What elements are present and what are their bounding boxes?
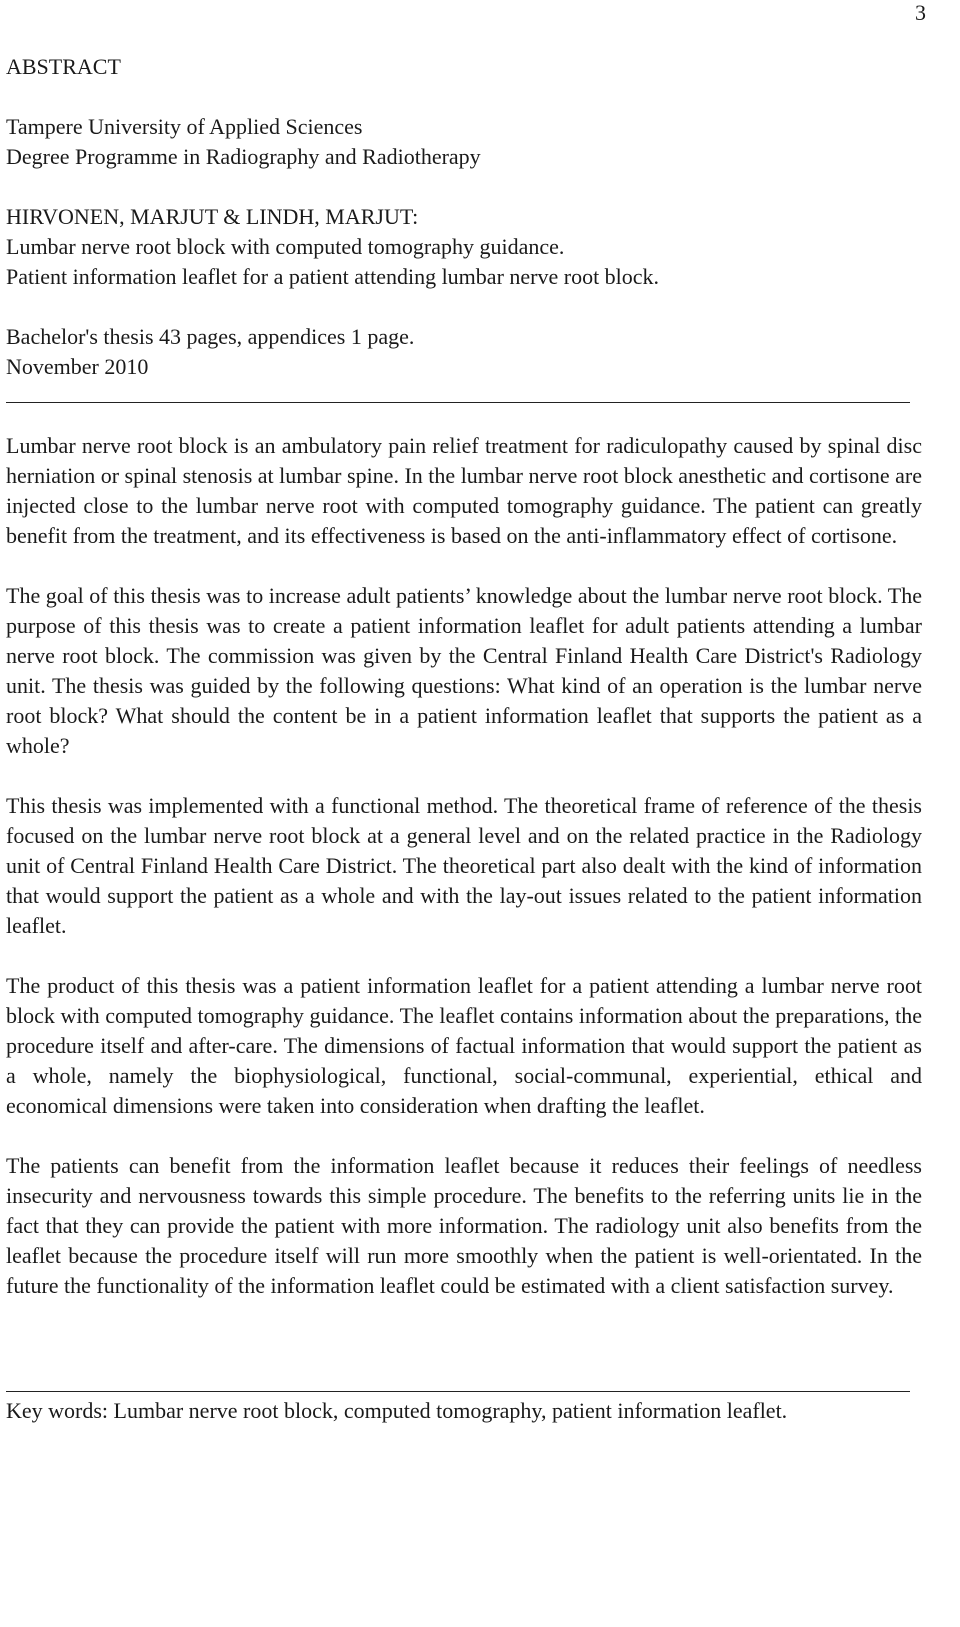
spacer (6, 82, 922, 112)
divider-line (6, 1391, 910, 1392)
thesis-title-line-1: Lumbar nerve root block with computed tomography guidance. (6, 234, 565, 259)
spacer (6, 292, 922, 322)
divider-line (6, 402, 910, 403)
spacer (6, 551, 922, 581)
institution-name: Tampere University of Applied Sciences (6, 114, 363, 139)
abstract-paragraph: The goal of this thesis was to increase adult patients’ knowledge about the lumbar nerve root block. The purpose of this thesis was to create a patient information leaflet for adult patients attending a lumbar nerve root block. The commission was given by the Central Finland Health Care District's Radiology unit. The thesis was guided by the following questions: What kind of an operation is the lumbar nerve root block? What should the content be in a patient information leaflet that supports the patient as a whole? (6, 583, 922, 758)
abstract-content (6, 52, 922, 1426)
abstract-heading: ABSTRACT (6, 54, 121, 79)
keywords: Key words: Lumbar nerve root block, computed tomography, patient information leaflet. (6, 1398, 788, 1423)
abstract-paragraph: The product of this thesis was a patient information leaflet for a patient attending a lumbar nerve root block with computed tomography guidance. The leaflet contains information about the preparations, the procedure itself and after-care. The dimensions of factual information that would support the patient as a whole, namely the biophysiological, functional, social-communal, experiential, ethical and economical dimensions were taken into consideration when drafting the leaflet. (6, 973, 922, 1118)
spacer (6, 761, 922, 791)
abstract-paragraph: This thesis was implemented with a functional method. The theoretical frame of reference of the thesis focused on the lumbar nerve root block at a general level and on the related practice in the Radiology unit of Central Finland Health Care District. The theoretical part also dealt with the kind of information that would support the patient as a whole and with the lay-out issues related to the patient information leaflet. (6, 793, 922, 938)
page-number: 3 (915, 0, 926, 25)
abstract-paragraph: Lumbar nerve root block is an ambulatory pain relief treatment for radiculopathy caused by spinal disc herniation or spinal stenosis at lumbar spine. In the lumbar nerve root block anesthetic and cortisone are injected close to the lumbar nerve root with computed tomography guidance. The patient can greatly benefit from the treatment, and its effectiveness is based on the anti-inflammatory effect of cortisone. (6, 433, 922, 548)
author-names: HIRVONEN, MARJUT & LINDH, MARJUT: (6, 204, 419, 229)
spacer (6, 172, 922, 202)
thesis-date: November 2010 (6, 354, 149, 379)
degree-programme: Degree Programme in Radiography and Radiotherapy (6, 144, 481, 169)
thesis-title-line-2: Patient information leaflet for a patient attending lumbar nerve root block. (6, 264, 660, 289)
spacer (6, 1121, 922, 1151)
spacer (6, 941, 922, 971)
abstract-paragraph: The patients can benefit from the information leaflet because it reduces their feelings of needless insecurity and nervousness towards this simple procedure. The benefits to the referring units lie in the fact that they can provide the patient with more information. The radiology unit also benefits from the leaflet because the procedure itself will run more smoothly when the patient is well-orientated. In the future the functionality of the information leaflet could be estimated with a client satisfaction survey. (6, 1153, 922, 1298)
thesis-info: Bachelor's thesis 43 pages, appendices 1 page. (6, 324, 415, 349)
spacer (6, 1301, 922, 1391)
